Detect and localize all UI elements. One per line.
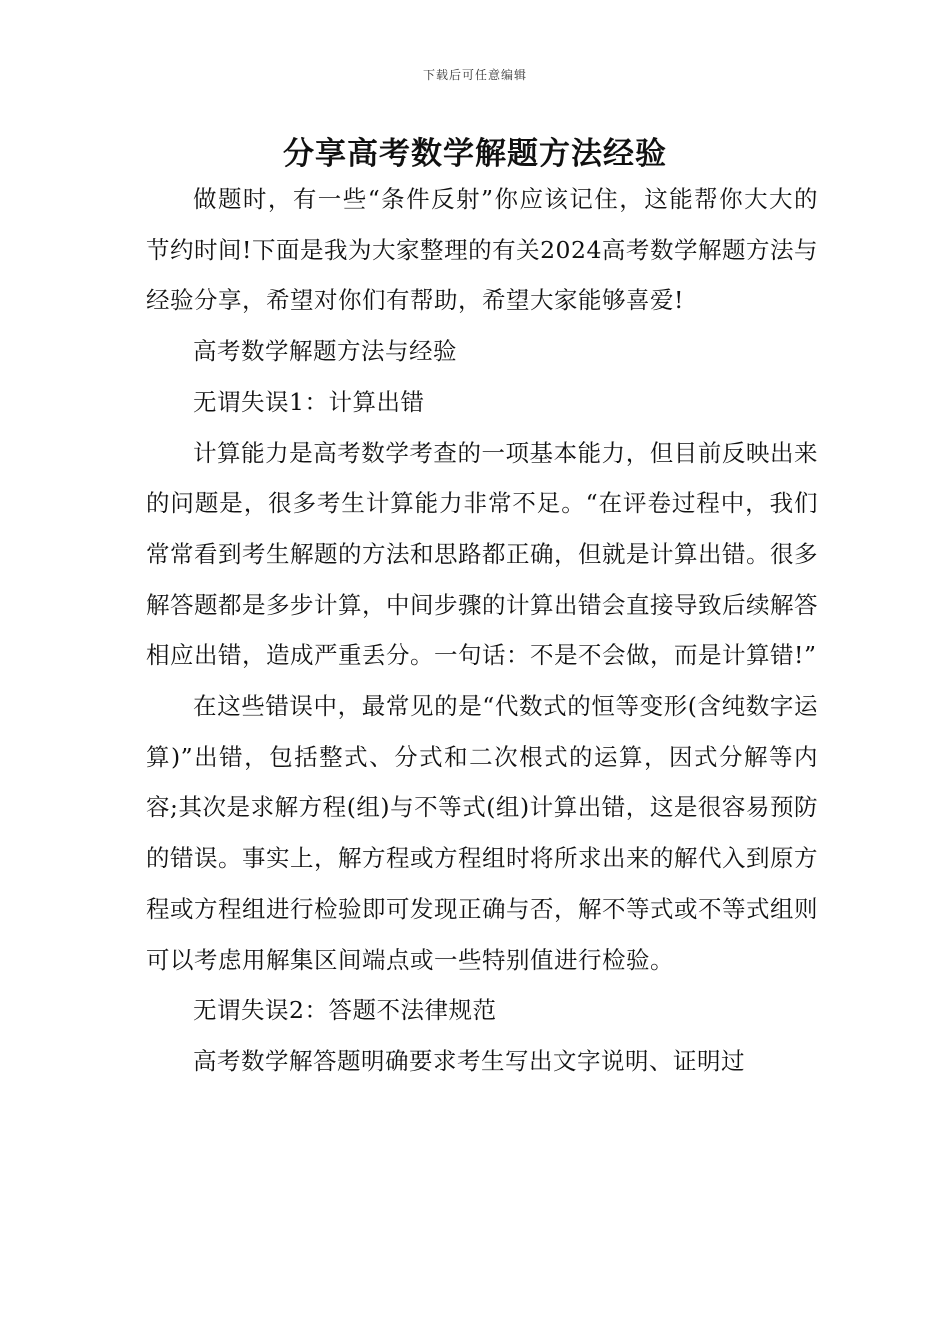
intro-paragraph: 做题时，有一些“条件反射”你应该记住，这能帮你大大的节约时间!下面是我为大家整理的有关2024高考数学解题方法与经验分享，希望对你们有帮助，希望大家能够喜爱! (146, 185, 818, 315)
section-heading: 高考数学解题方法与经验 (193, 337, 457, 366)
document-body (146, 174, 818, 1087)
body-paragraph: 高考数学解答题明确要求考生写出文字说明、证明过 (193, 1046, 745, 1075)
document-title: 分享高考数学解题方法经验 (283, 136, 667, 172)
body-paragraph: 计算能力是高考数学考查的一项基本能力，但目前反映出来的问题是，很多考生计算能力非常不足。“在评卷过程中，我们常常看到考生解题的方法和思路都正确，但就是计算出错。很多解答题都是多步计算，中间步骤的计算出错会直接导致后续解答相应出错，造成严重丢分。一句话：不是不会做，而是计算错!” (146, 438, 818, 670)
subheading-mistake-2: 无谓失误2：答题不法律规范 (193, 996, 497, 1025)
subheading-mistake-1: 无谓失误1：计算出错 (193, 387, 425, 416)
header-note: 下载后可任意编辑 (422, 68, 527, 82)
body-paragraph: 在这些错误中，最常见的是“代数式的恒等变形(含纯数字运算)”出错，包括整式、分式和二次根式的运算，因式分解等内容;其次是求解方程(组)与不等式(组)计算出错，这是很容易预防的错误。事实上，解方程或方程组时将所求出来的解代入到原方程或方程组进行检验即可发现正确与否，解不等式或不等式组则可以考虑用解集区间端点或一些特别值进行检验。 (146, 692, 818, 974)
